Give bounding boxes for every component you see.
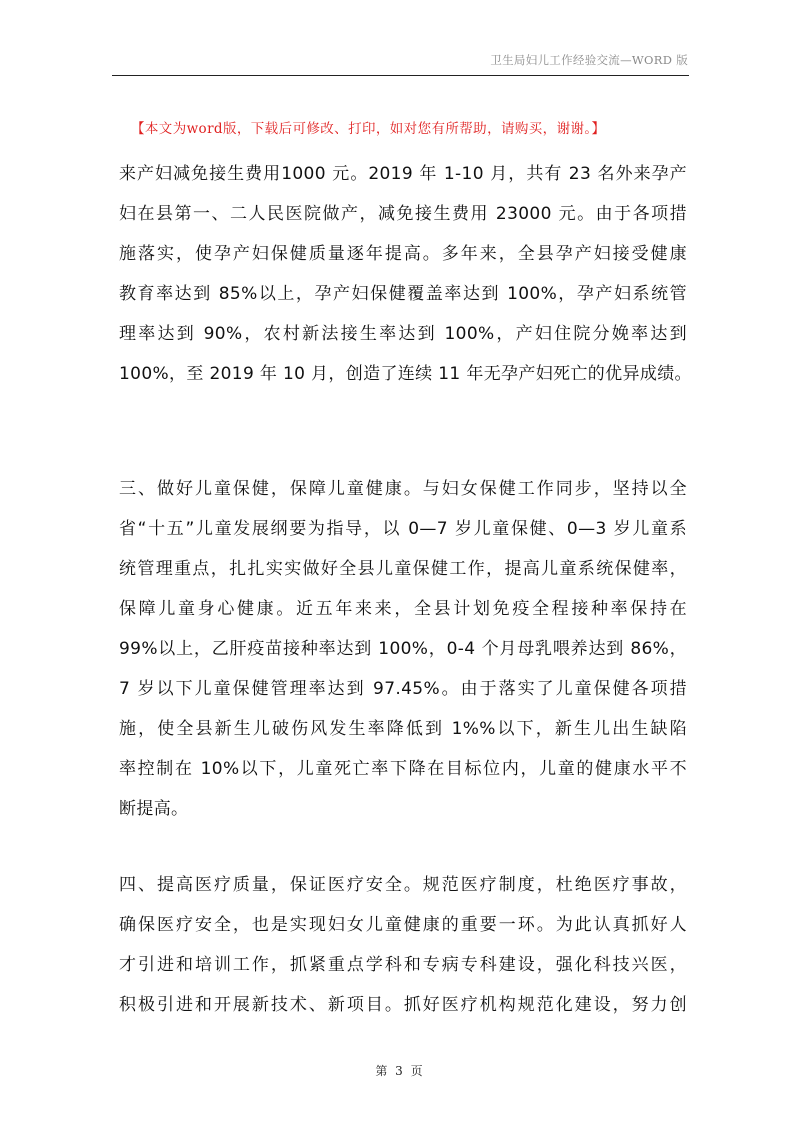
page-number: 第 3 页 — [375, 1064, 425, 1078]
text-line: 妇在县第一、二人民医院做产，减免接生费用 23000 元。由于各项措 — [119, 204, 687, 224]
purchase-notice: 【本文为word版，下载后可修改、打印，如对您有所帮助，请购买，谢谢。】 — [131, 121, 606, 137]
text-line: 来产妇减免接生费用1000 元。2019 年 1-10 月，共有 23 名外来孕产 — [119, 164, 687, 184]
text-line: 统管理重点，扎扎实实做好全县儿童保健工作，提高儿童系统保健率， — [119, 559, 687, 579]
text-line: 99%以上，乙肝疫苗接种率达到 100%，0-4 个月母乳喂养达到 86%， — [119, 639, 687, 659]
text-line: 教育率达到 85%以上，孕产妇保健覆盖率达到 100%，孕产妇系统管 — [119, 284, 687, 304]
running-header: 卫生局妇儿工作经验交流—WORD 版 — [490, 53, 688, 67]
header-rule — [112, 75, 689, 76]
text-line: 施，使全县新生儿破伤风发生率降低到 1%%以下，新生儿出生缺陷 — [119, 719, 687, 739]
paragraph-medical-quality — [119, 865, 687, 1025]
text-line: 省“十五”儿童发展纲要为指导，以 0—7 岁儿童保健、0—3 岁儿童系 — [119, 519, 687, 539]
text-line: 断提高。 — [119, 799, 189, 819]
text-line: 100%，至 2019 年 10 月，创造了连续 11 年无孕产妇死亡的优异成绩。 — [119, 364, 692, 384]
text-line: 积极引进和开展新技术、新项目。抓好医疗机构规范化建设，努力创 — [119, 995, 687, 1015]
text-line: 才引进和培训工作，抓紧重点学科和专病专科建设，强化科技兴医， — [119, 955, 687, 975]
text-line: 施落实，使孕产妇保健质量逐年提高。多年来，全县孕产妇接受健康 — [119, 244, 687, 264]
paragraph-child-health — [119, 469, 687, 829]
text-line: 确保医疗安全，也是实现妇女儿童健康的重要一环。为此认真抓好人 — [119, 915, 687, 935]
text-line: 率控制在 10%以下，儿童死亡率下降在目标位内，儿童的健康水平不 — [119, 759, 687, 779]
text-line: 理率达到 90%，农村新法接生率达到 100%，产妇住院分娩率达到 — [119, 324, 687, 344]
text-line: 保障儿童身心健康。近五年来来，全县计划免疫全程接种率保持在 — [119, 599, 687, 619]
text-line: 7 岁以下儿童保健管理率达到 97.45%。由于落实了儿童保健各项措 — [119, 679, 687, 699]
paragraph-maternal-care — [119, 154, 692, 394]
text-line: 四、提高医疗质量，保证医疗安全。规范医疗制度，杜绝医疗事故， — [119, 875, 687, 895]
text-line: 三、做好儿童保健，保障儿童健康。与妇女保健工作同步，坚持以全 — [119, 479, 687, 499]
